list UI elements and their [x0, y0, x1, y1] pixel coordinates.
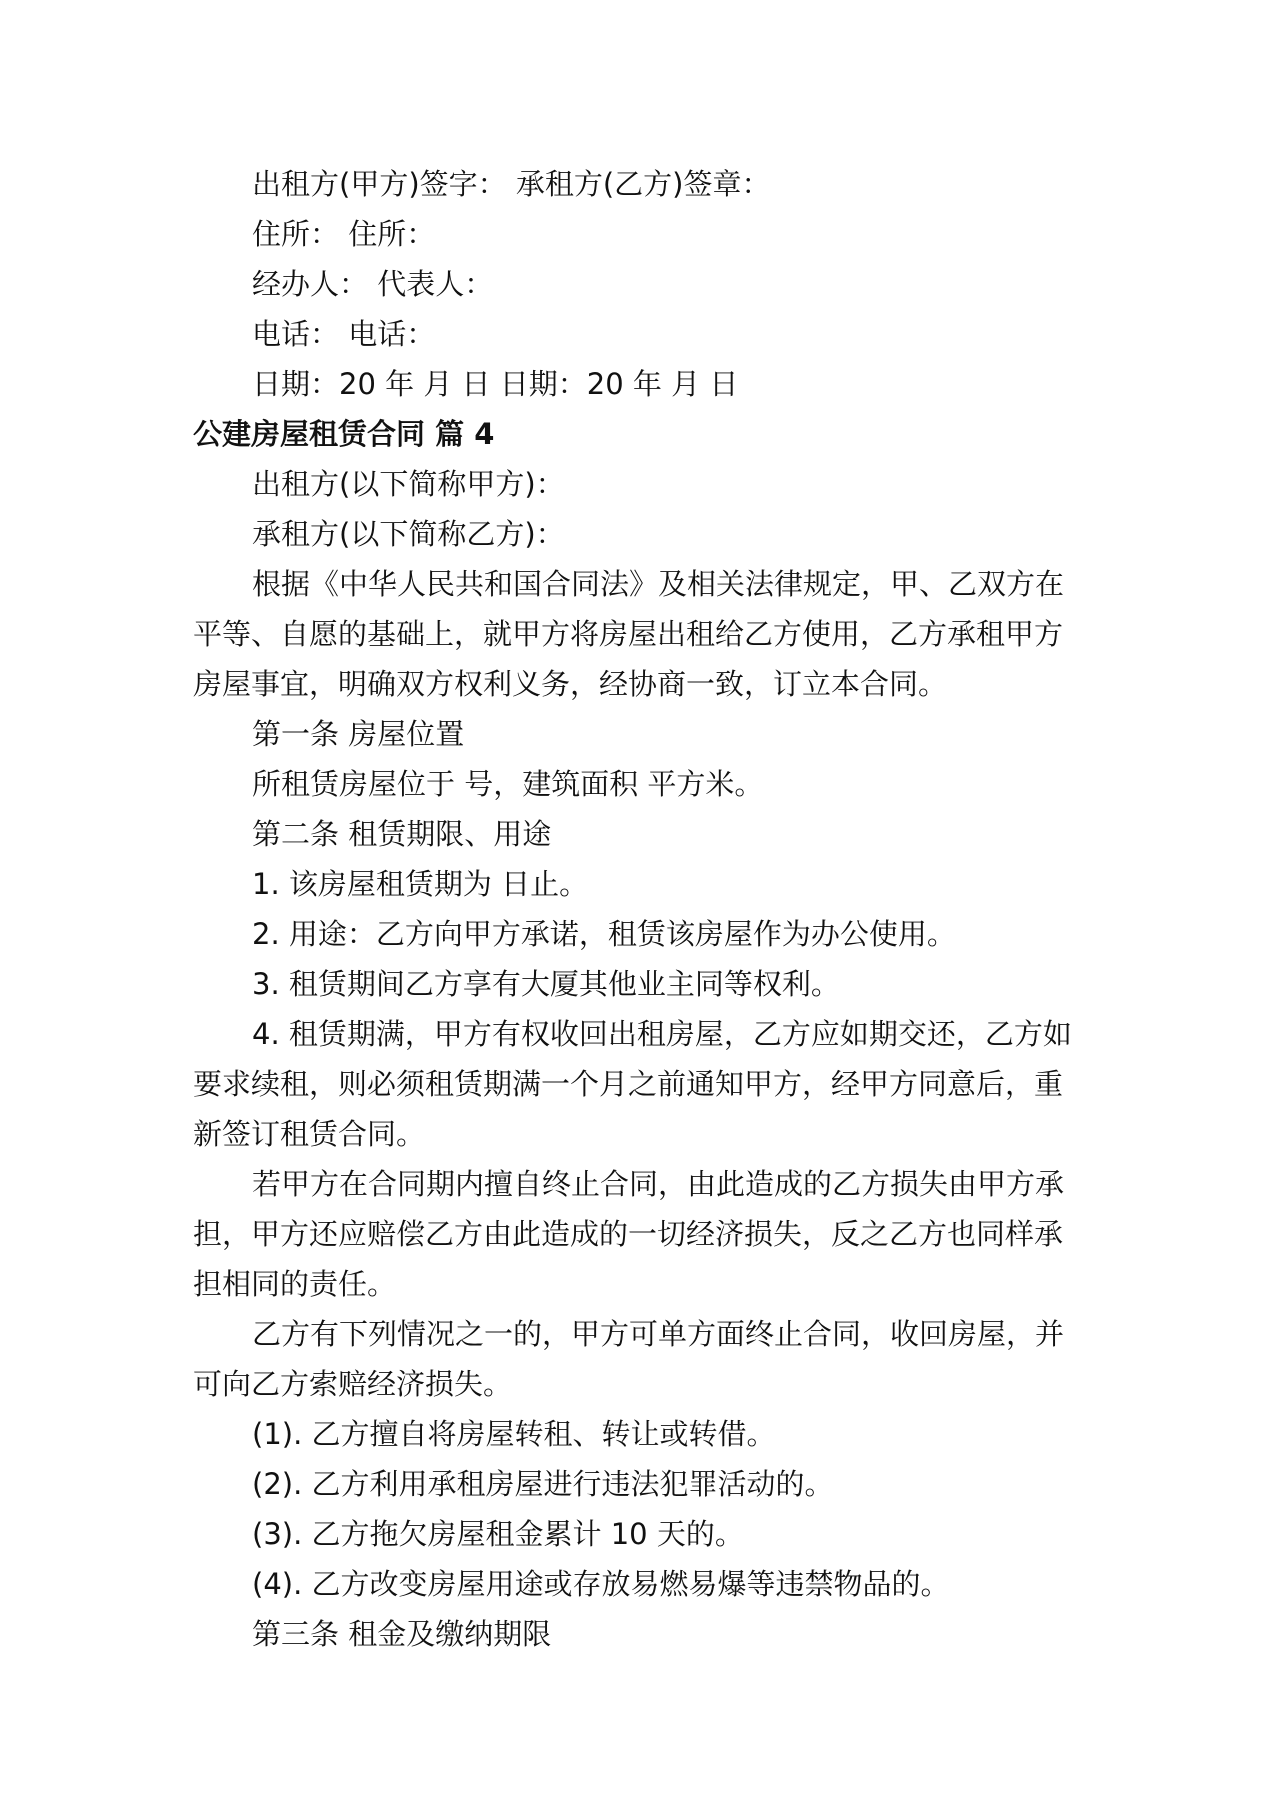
article-2-item-1: 1. 该房屋租赁期为 日止。: [252, 867, 589, 901]
conditions-intro-line: 乙方有下列情况之一的，甲方可单方面终止合同，收回房屋，并: [252, 1317, 1065, 1351]
condition-item-2: (2). 乙方利用承租房屋进行违法犯罪活动的。: [252, 1467, 834, 1501]
condition-item-4: (4). 乙方改变房屋用途或存放易燃易爆等违禁物品的。: [252, 1567, 950, 1601]
party-lessee: 承租方(以下简称乙方)：: [252, 517, 565, 551]
termination-line: 担，甲方还应赔偿乙方由此造成的一切经济损失，反之乙方也同样承: [193, 1217, 1064, 1251]
article-2-title: 第二条 租赁期限、用途: [252, 817, 552, 851]
article-3-title: 第三条 租金及缴纳期限: [252, 1617, 552, 1651]
termination-line: 担相同的责任。: [193, 1267, 397, 1301]
signature-line-sign: 出租方(甲方)签字： 承租方(乙方)签章：: [252, 167, 771, 201]
signature-line-address: 住所： 住所：: [252, 217, 436, 251]
article-2-item-4-line: 4. 租赁期满，甲方有权收回出租房屋，乙方应如期交还，乙方如: [252, 1017, 1072, 1051]
termination-line: 若甲方在合同期内擅自终止合同，由此造成的乙方损失由甲方承: [252, 1167, 1065, 1201]
contract-page: [193, 159, 1103, 1659]
signature-line-agent: 经办人： 代表人：: [252, 267, 494, 301]
condition-item-3: (3). 乙方拖欠房屋租金累计 10 天的。: [252, 1517, 744, 1551]
preamble-line: 平等、自愿的基础上，就甲方将房屋出租给乙方使用，乙方承租甲方: [193, 617, 1064, 651]
article-2-item-3: 3. 租赁期间乙方享有大厦其他业主同等权利。: [252, 967, 840, 1001]
signature-line-phone: 电话： 电话：: [252, 317, 436, 351]
article-2-item-4-line: 要求续租，则必须租赁期满一个月之前通知甲方，经甲方同意后，重: [193, 1067, 1064, 1101]
party-lessor: 出租方(以下简称甲方)：: [252, 467, 565, 501]
conditions-intro-line: 可向乙方索赔经济损失。: [193, 1367, 513, 1401]
article-2-item-2: 2. 用途：乙方向甲方承诺，租赁该房屋作为办公使用。: [252, 917, 956, 951]
article-2-item-4-line: 新签订租赁合同。: [193, 1117, 426, 1151]
condition-item-1: (1). 乙方擅自将房屋转租、转让或转借。: [252, 1417, 776, 1451]
article-1-title: 第一条 房屋位置: [252, 717, 465, 751]
article-1-body: 所租赁房屋位于 号，建筑面积 平方米。: [252, 767, 764, 801]
preamble-line: 房屋事宜，明确双方权利义务，经协商一致，订立本合同。: [193, 667, 948, 701]
signature-line-date: 日期：20 年 月 日 日期：20 年 月 日: [252, 367, 739, 401]
preamble-line: 根据《中华人民共和国合同法》及相关法律规定，甲、乙双方在: [252, 567, 1065, 601]
section-title: 公建房屋租赁合同 篇 4: [193, 417, 495, 451]
